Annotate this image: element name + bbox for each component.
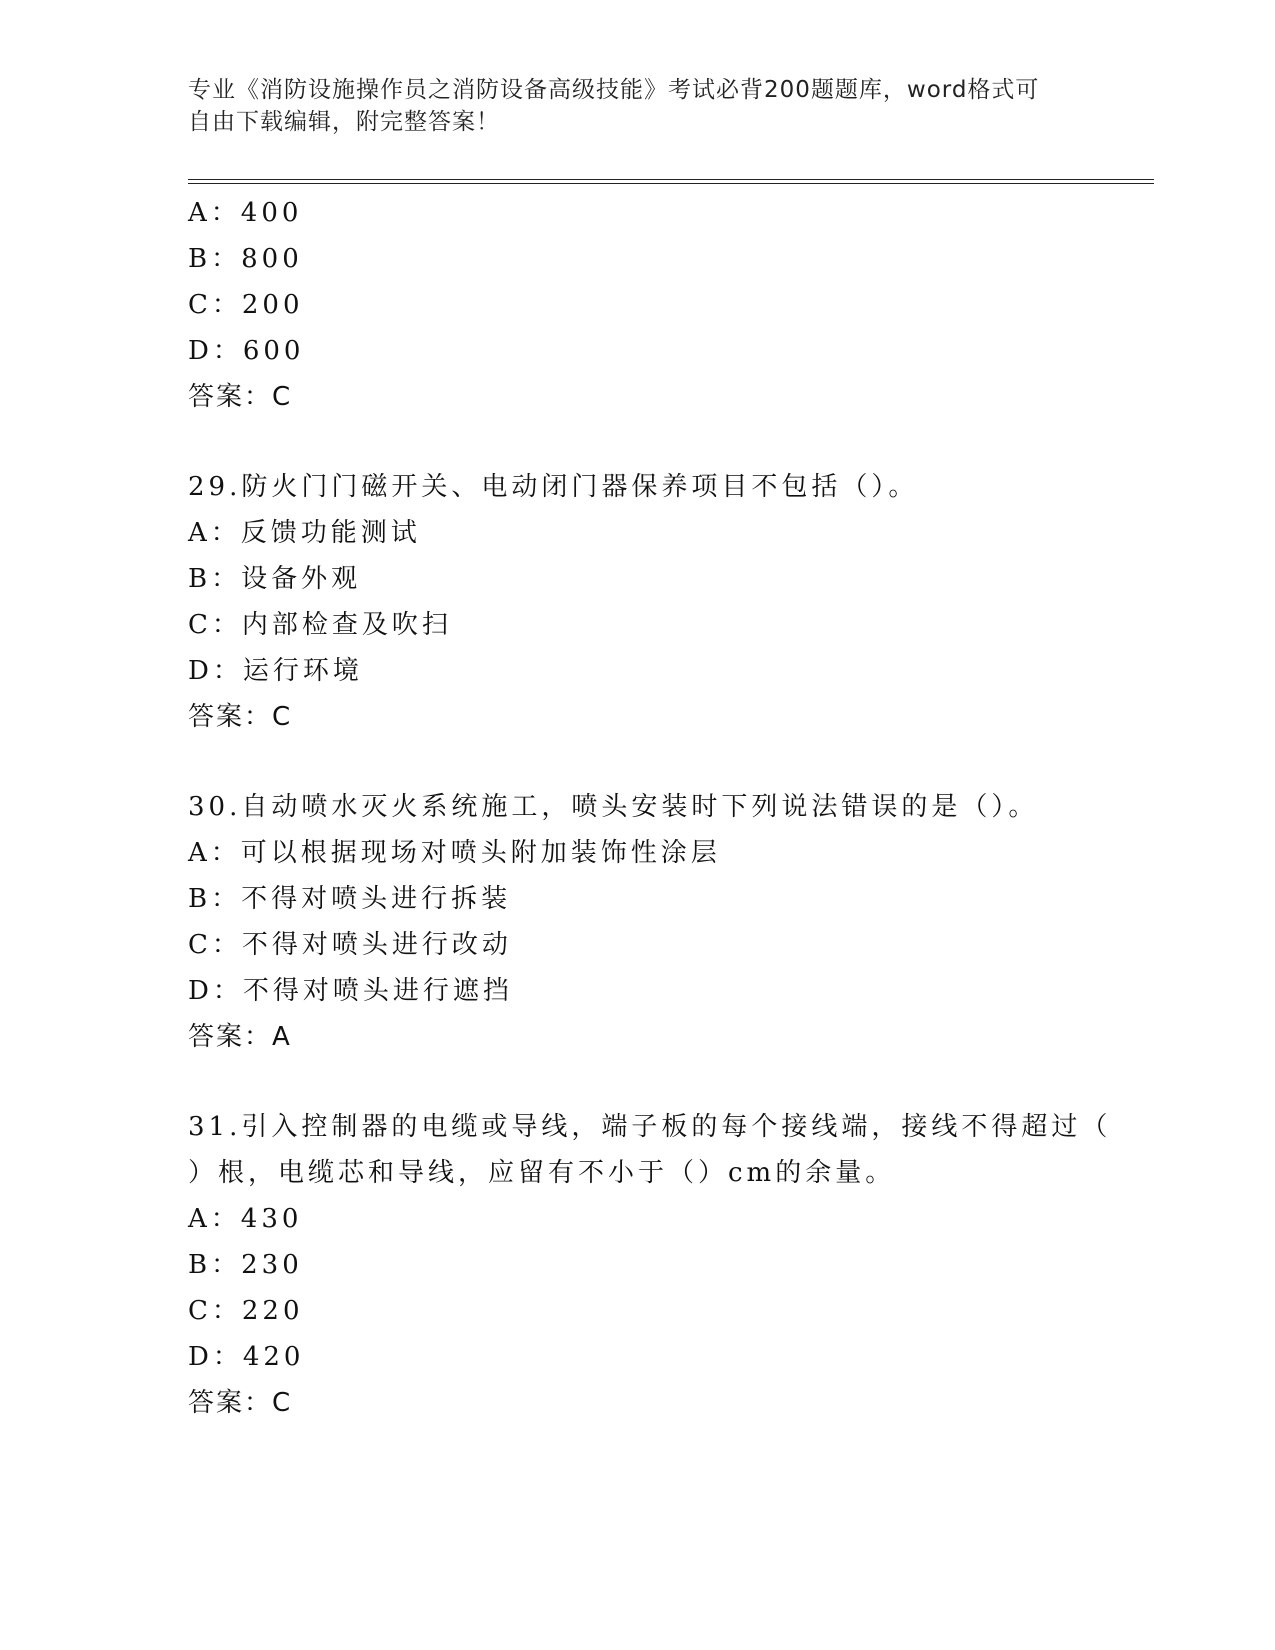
option-c: C：220 xyxy=(188,1296,304,1326)
option-b: B：设备外观 xyxy=(188,564,362,594)
option-b: B：230 xyxy=(188,1250,303,1280)
option-d: D：600 xyxy=(188,336,305,366)
header-line-2: 自由下载编辑，附完整答案！ xyxy=(188,109,500,135)
answer: 答案：A xyxy=(188,1022,292,1052)
answer: 答案：C xyxy=(188,1388,293,1418)
option-b: B：800 xyxy=(188,244,303,274)
option-a: A：400 xyxy=(188,198,303,228)
question-stem-line-1: 31.引入控制器的电缆或导线，端子板的每个接线端，接线不得超过（ xyxy=(188,1112,1112,1142)
question-29 xyxy=(188,464,1088,740)
header-line-1: 专业《消防设施操作员之消防设备高级技能》考试必背200题题库，word格式可 xyxy=(188,77,1040,103)
header-divider-top xyxy=(188,179,1154,180)
option-d: D：运行环境 xyxy=(188,656,363,686)
answer: 答案：C xyxy=(188,382,293,412)
question-31 xyxy=(188,1104,1112,1426)
header-divider-bottom xyxy=(188,183,1154,184)
question-stem: 29.防火门门磁开关、电动闭门器保养项目不包括（）。 xyxy=(188,472,919,502)
option-a: A：反馈功能测试 xyxy=(188,518,421,548)
question-stem-line-2: ）根，电缆芯和导线，应留有不小于（）cm的余量。 xyxy=(188,1158,896,1188)
question-list xyxy=(188,190,1112,1470)
option-b: B：不得对喷头进行拆装 xyxy=(188,884,512,914)
question-stem: 30.自动喷水灭火系统施工，喷头安装时下列说法错误的是（）。 xyxy=(188,792,1039,822)
question-30 xyxy=(188,784,1088,1060)
option-c: C：200 xyxy=(188,290,304,320)
option-d: D：420 xyxy=(188,1342,305,1372)
document-header xyxy=(188,74,1068,138)
option-d: D：不得对喷头进行遮挡 xyxy=(188,976,513,1006)
option-c: C：不得对喷头进行改动 xyxy=(188,930,512,960)
option-c: C：内部检查及吹扫 xyxy=(188,610,452,640)
answer: 答案：C xyxy=(188,702,293,732)
option-a: A：430 xyxy=(188,1204,303,1234)
option-a: A：可以根据现场对喷头附加装饰性涂层 xyxy=(188,838,721,868)
question-28 xyxy=(188,190,1088,420)
